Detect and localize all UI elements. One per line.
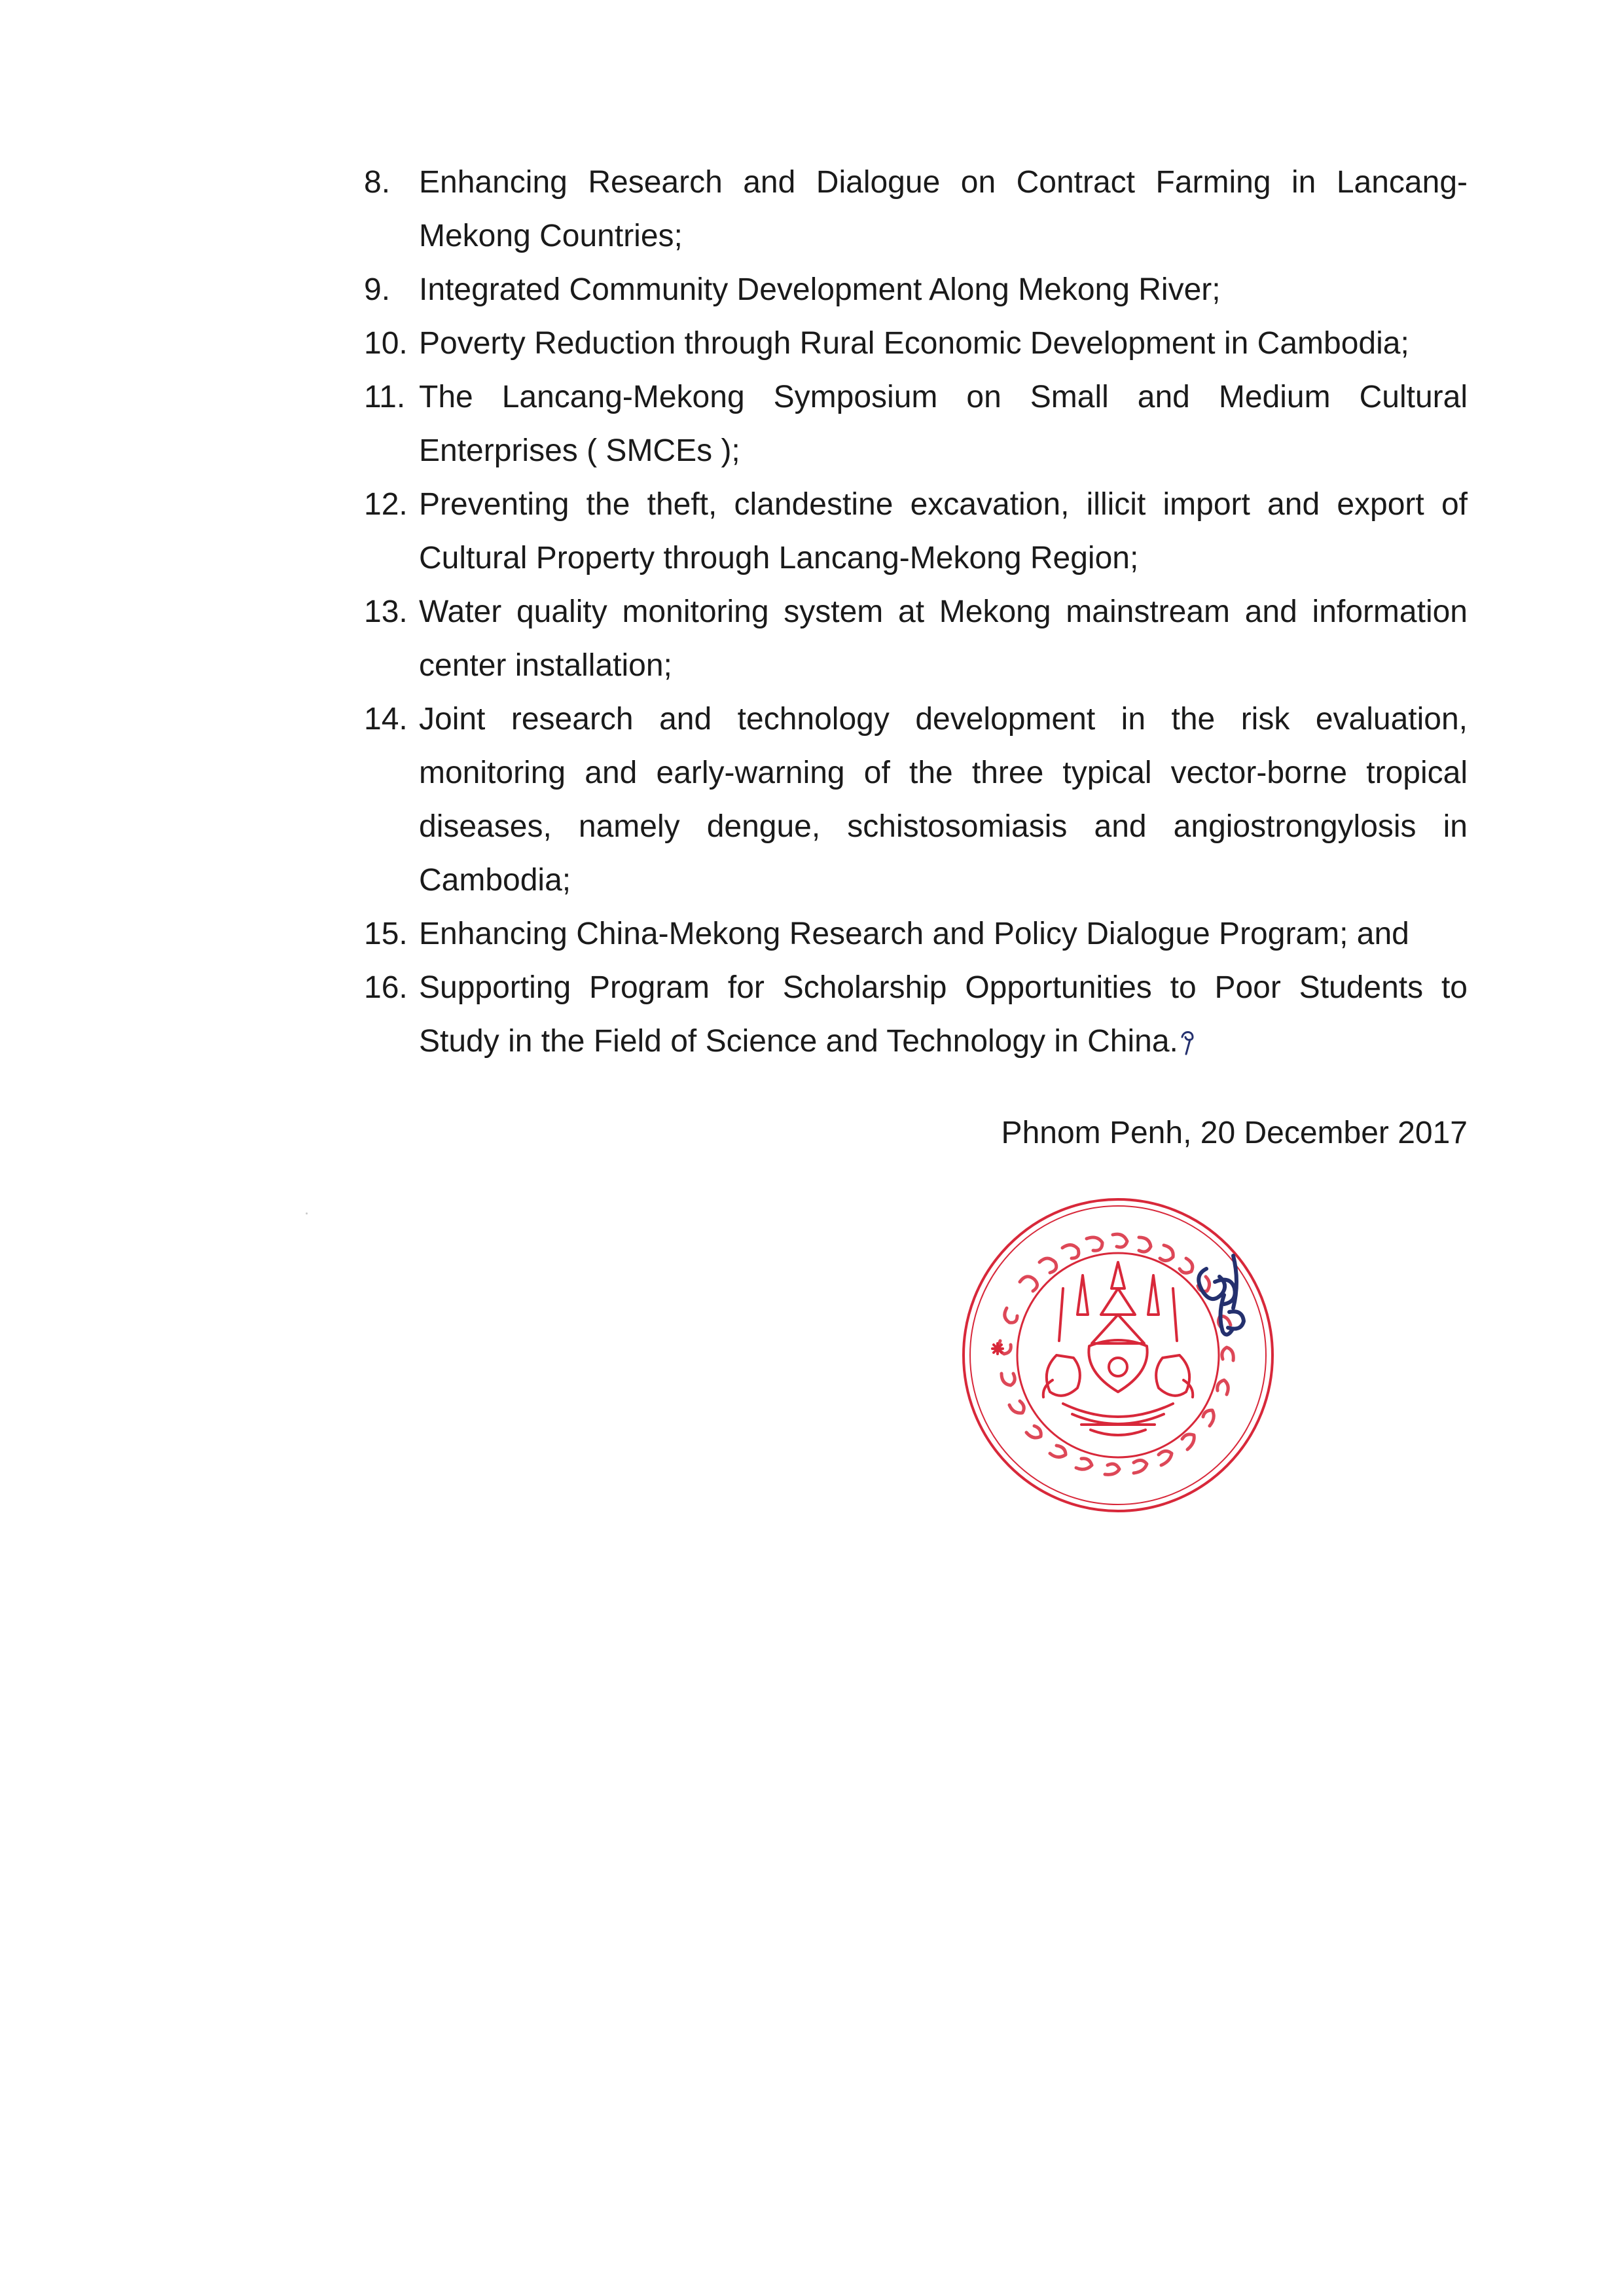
- item-text: Enhancing Research and Dialogue on Contract Farming in Lancang-Mekong Countries;: [419, 165, 1468, 253]
- item-number: 8.: [364, 165, 391, 200]
- item-text: Enhancing China-Mekong Research and Policy Dialogue Program; and: [419, 917, 1409, 951]
- item-text: Joint research and technology development in the risk evaluation, monitoring and early-warning of the three typical vector-borne tropical diseases, namely dengue, schistosomiasis and angiostrongylosis in Cambodia;: [419, 702, 1468, 898]
- item-number: 13.: [364, 594, 408, 629]
- initial-mark-icon: [1180, 1029, 1197, 1055]
- scan-speck: [306, 1212, 308, 1214]
- place-date: Phnom Penh, 20 December 2017: [1001, 1116, 1468, 1150]
- official-seal-icon: [941, 1184, 1295, 1524]
- item-number: 15.: [364, 917, 408, 951]
- item-text: Poverty Reduction through Rural Economic Development in Cambodia;: [419, 326, 1409, 361]
- item-number: 11.: [364, 380, 406, 414]
- list-item: [364, 371, 1468, 478]
- project-list: [364, 156, 1468, 1068]
- list-item: [364, 263, 1468, 317]
- list-item: [364, 693, 1468, 907]
- item-text: Supporting Program for Scholarship Opportunities to Poor Students to Study in the Field of Science and Technology in China.: [419, 970, 1468, 1059]
- item-number: 10.: [364, 326, 408, 361]
- list-item: [364, 961, 1468, 1068]
- list-item: [364, 585, 1468, 693]
- item-text: Preventing the theft, clandestine excavation, illicit import and export of Cultural Property through Lancang-Mekong Region;: [419, 487, 1468, 575]
- item-number: 14.: [364, 702, 408, 737]
- item-number: 12.: [364, 487, 408, 522]
- list-item: [364, 317, 1468, 371]
- list-item: [364, 907, 1468, 961]
- item-text: Water quality monitoring system at Mekong mainstream and information center installation;: [419, 594, 1468, 683]
- list-item: [364, 156, 1468, 263]
- item-number: 9.: [364, 272, 391, 307]
- list-item: [364, 478, 1468, 585]
- item-number: 16.: [364, 970, 408, 1005]
- item-text: The Lancang-Mekong Symposium on Small and Medium Cultural Enterprises ( SMCEs );: [419, 380, 1468, 468]
- item-text-last: [419, 961, 1468, 1068]
- item-text: Integrated Community Development Along Mekong River;: [419, 272, 1221, 307]
